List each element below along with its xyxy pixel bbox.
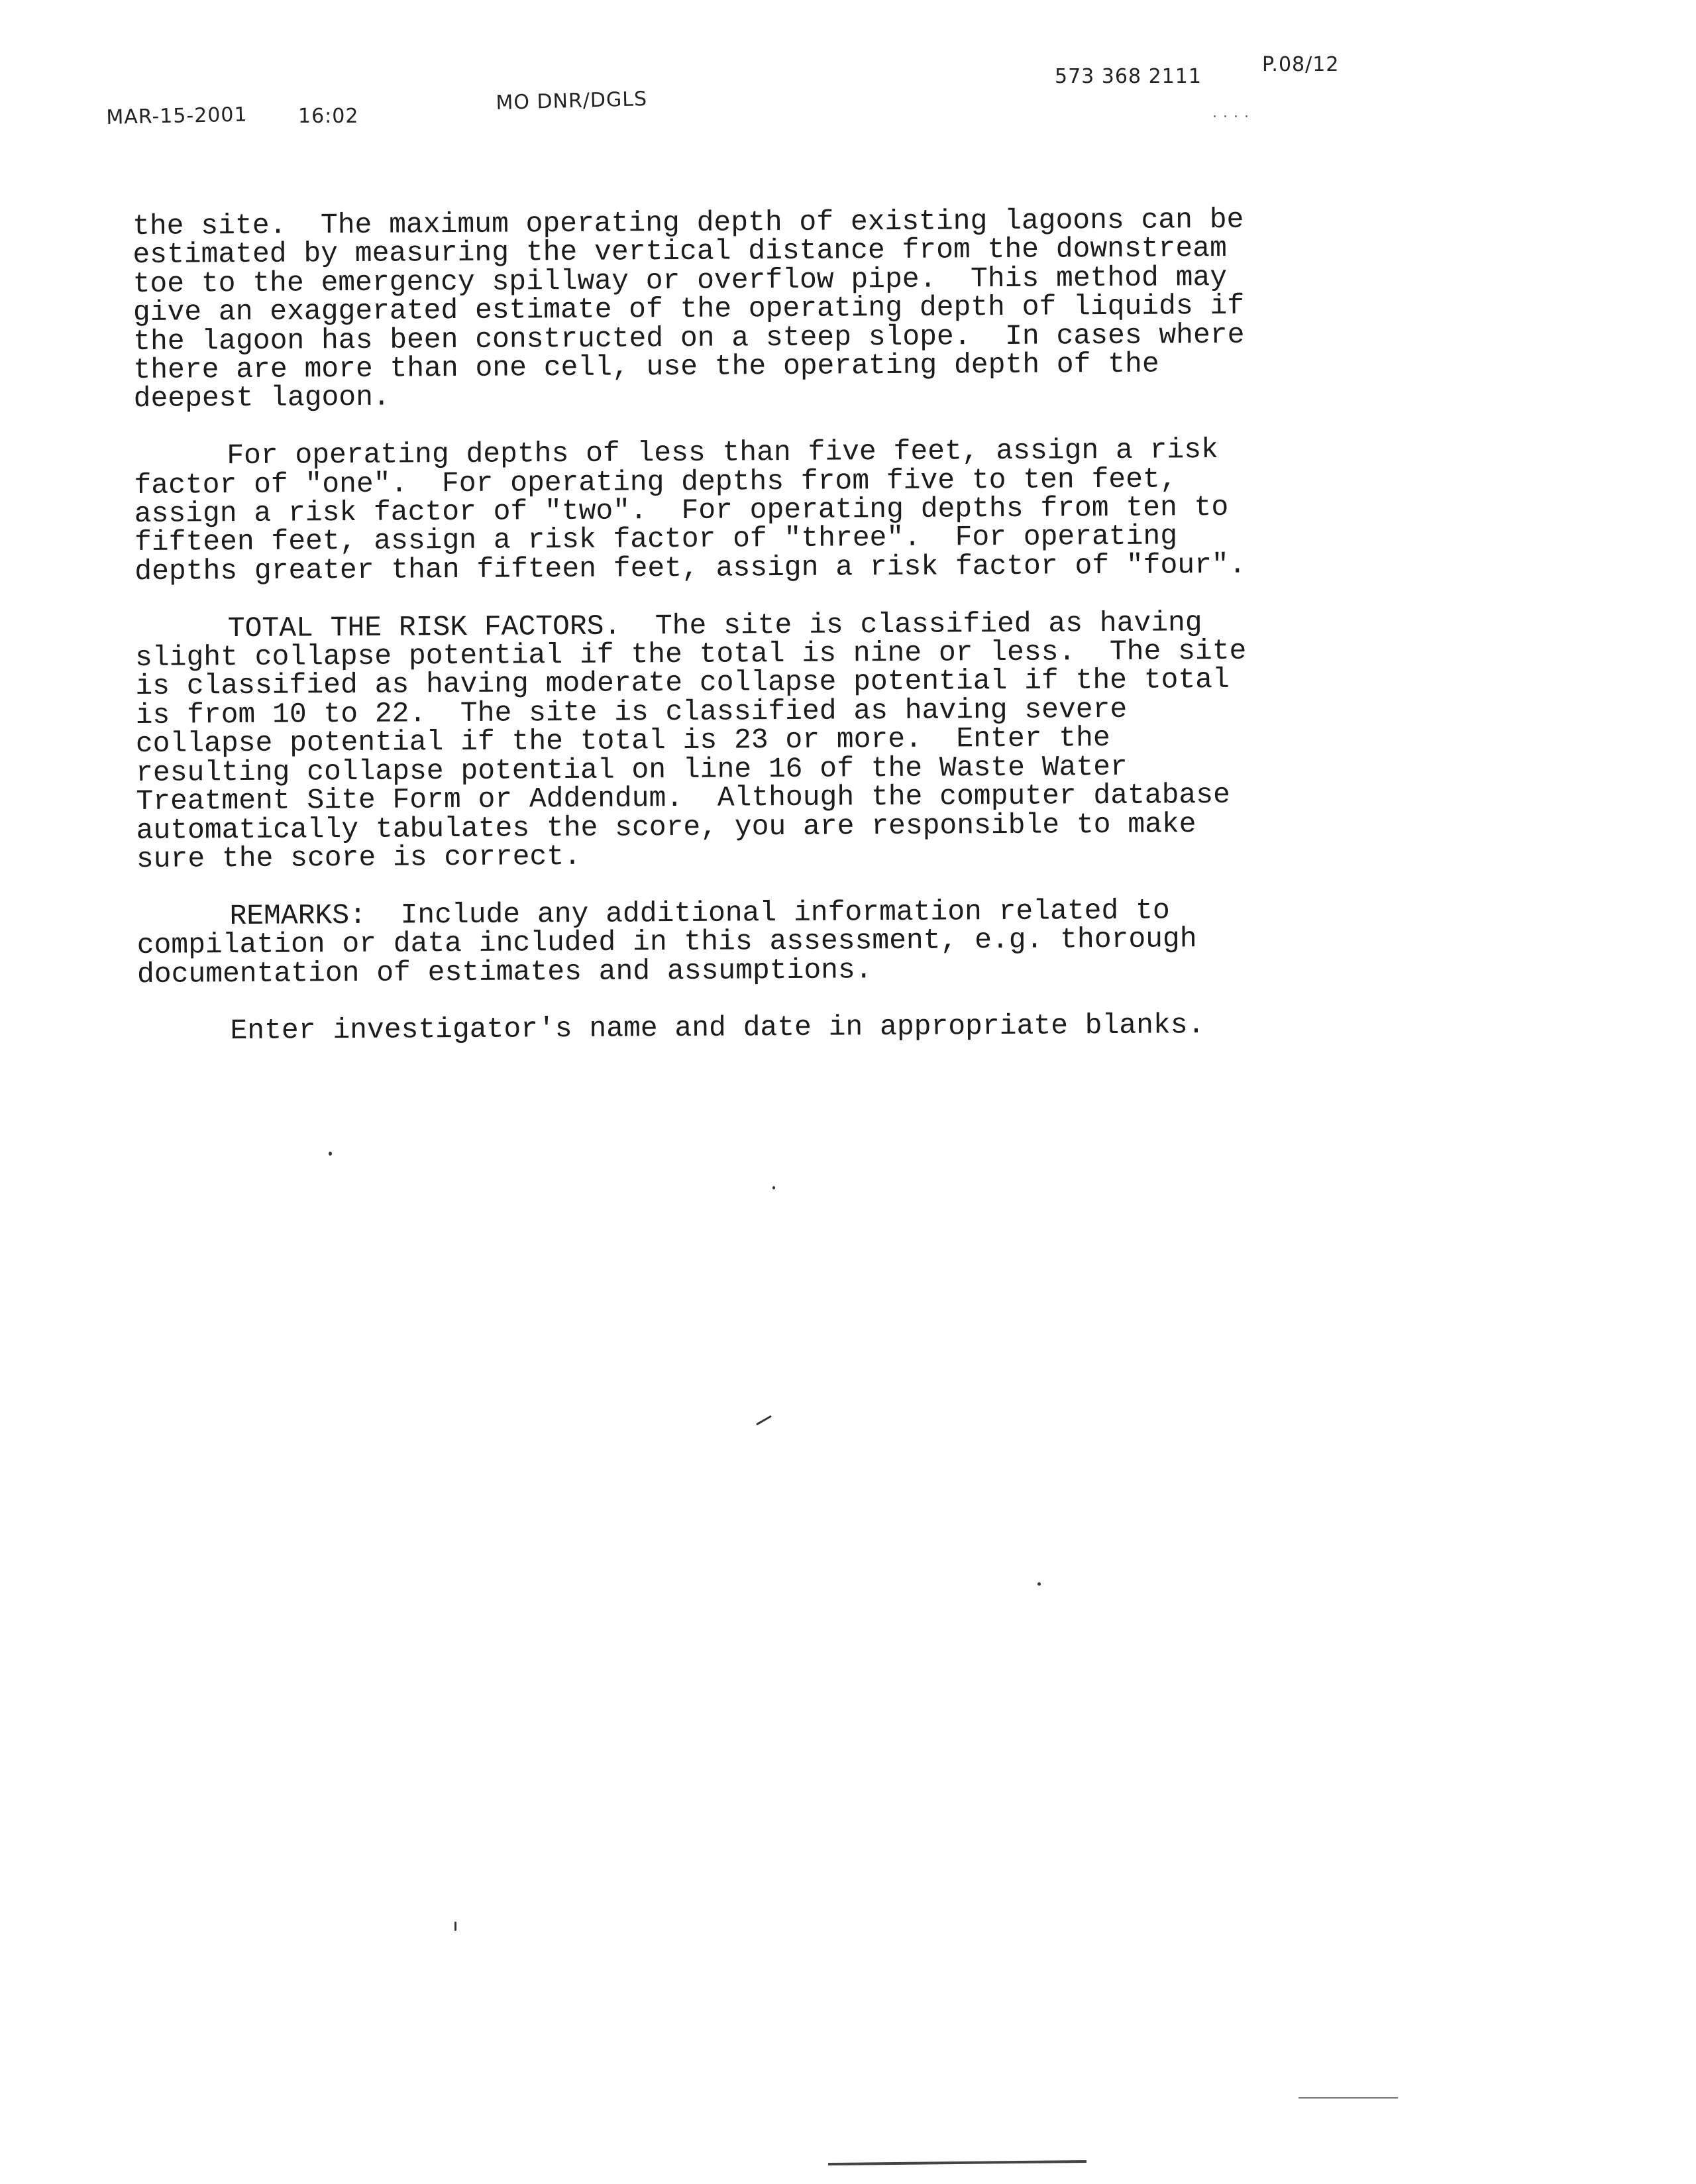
text-line: is classified as having moderate collapse potential if the total (135, 663, 1230, 703)
text-line: assign a risk factor of "two". For operating depths from ten to (134, 490, 1229, 531)
paragraph-operating-depth (132, 205, 1340, 413)
text-line: For operating depths of less than five feet, assign a risk (227, 433, 1219, 472)
text-line: documentation of estimates and assumptions. (136, 953, 873, 991)
paragraph-remarks (136, 895, 1343, 989)
scan-speck (772, 1186, 775, 1189)
fax-page-number: P.08/12 (1262, 53, 1340, 76)
text-line: REMARKS: Include any additional information related to (229, 894, 1170, 932)
scan-speck (1037, 1582, 1041, 1586)
fax-phone-number: 573 368 2111 (1055, 65, 1202, 88)
text-line: slight collapse potential if the total is nine or less. The site (134, 634, 1247, 675)
text-line: depths greater than fifteen feet, assign a risk factor of "four". (134, 548, 1246, 588)
paragraph-total-risk (135, 608, 1342, 874)
text-line: estimated by measuring the vertical distance from the downstream (132, 232, 1227, 272)
document-body (132, 205, 1344, 1075)
fax-time: 16:02 (298, 105, 359, 128)
text-line: Treatment Site Form or Addendum. Although the computer database (136, 778, 1231, 818)
text-line: sure the score is correct. (136, 840, 582, 875)
text-line: TOTAL THE RISK FACTORS. The site is classified as having (227, 606, 1202, 645)
text-line: automatically tabulates the score, you are responsible to make (136, 807, 1196, 847)
text-line: deepest lagoon. (133, 381, 390, 415)
paragraph-investigator (137, 1010, 1343, 1046)
fax-date: MAR-15-2001 (106, 103, 248, 129)
text-line: collapse potential if the total is 23 or more. Enter the (135, 722, 1110, 761)
text-line: the lagoon has been constructed on a steep slope. In cases where (133, 318, 1245, 358)
text-line: there are more than one cell, use the operating depth of the (133, 347, 1159, 387)
scan-speck (454, 1922, 456, 1931)
text-line: toe to the emergency spillway or overflow pipe. This method may (132, 260, 1228, 300)
text-line: factor of "one". For operating depths from five to ten feet, (134, 463, 1177, 502)
scan-edge-mark (828, 2160, 1086, 2165)
text-line: compilation or data included in this assessment, e.g. thorough (136, 922, 1197, 962)
text-line: resulting collapse potential on line 16 of the Waste Water (136, 750, 1128, 789)
text-line: fifteen feet, assign a risk factor of "three". For operating (134, 519, 1178, 559)
scan-speck (329, 1152, 332, 1156)
text-line: give an exaggerated estimate of the operating depth of liquids if (132, 289, 1245, 329)
fax-sender: MO DNR/DGLS (496, 87, 648, 115)
scan-edge-mark (1298, 2097, 1398, 2099)
text-line: Enter investigator's name and date in appropriate blanks. (230, 1009, 1205, 1048)
paragraph-risk-factors (134, 435, 1340, 586)
text-line: the site. The maximum operating depth of existing lagoons can be (132, 203, 1244, 243)
scan-speck (756, 1415, 772, 1426)
scan-dots: . . . . (1212, 105, 1249, 121)
text-line: is from 10 to 22. The site is classified as having severe (135, 692, 1128, 732)
